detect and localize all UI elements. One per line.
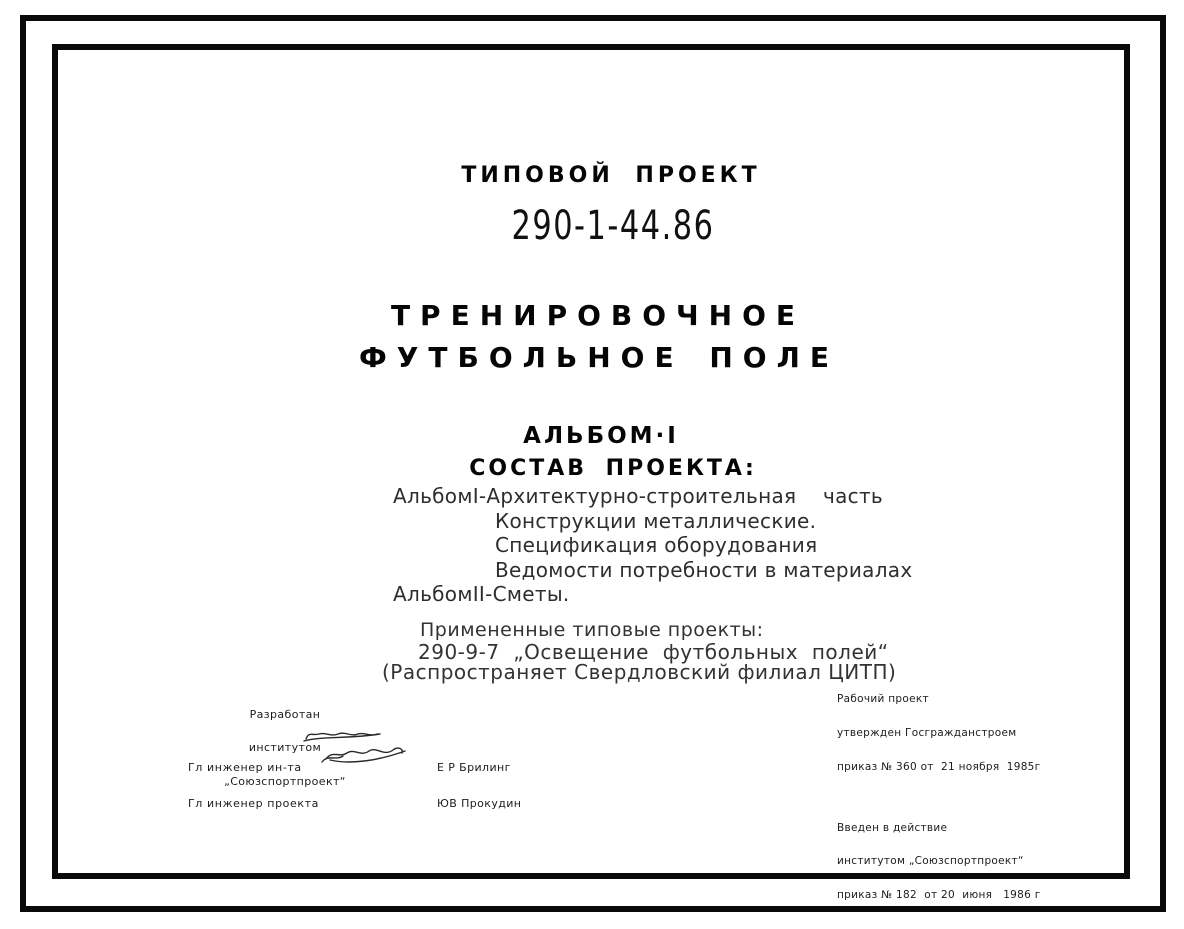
- applied-project-distributor: (Распространяет Свердловский филиал ЦИТП): [382, 660, 897, 684]
- contents-line: Конструкции металлические.: [495, 508, 817, 533]
- applied-projects-heading: Примененные типовые проекты:: [420, 619, 764, 641]
- approval-gap: [837, 795, 1041, 800]
- contents-line: АльбомI-Архитектурно-строительная часть: [393, 484, 883, 508]
- approval-line: приказ № 360 от 21 ноября 1985г: [837, 760, 1041, 773]
- document-type: ТИПОВОЙ ПРОЕКТ: [461, 163, 761, 188]
- main-title-line-2: ФУТБОЛЬНОЕ ПОЛЕ: [359, 341, 839, 374]
- main-title-line-1: ТРЕНИРОВОЧНОЕ: [390, 299, 806, 332]
- developer-line: „Союзспортпроект“: [224, 775, 346, 789]
- approval-line: Введен в действие: [837, 821, 948, 834]
- approval-line: институтом „Союзспортпроект“: [837, 855, 1024, 868]
- contents-list: [393, 484, 913, 607]
- signatory-name: ЮВ Прокудин: [437, 797, 522, 810]
- contents-line: Спецификация оборудования: [495, 533, 818, 557]
- signatory-name: Е Р Брилинг: [437, 761, 511, 774]
- album-label: АЛЬБОМ·I: [523, 423, 679, 449]
- signatory-role: Гл инженер ин-та: [188, 761, 302, 774]
- signature-scribble: [300, 726, 412, 770]
- signatory-names: [437, 738, 521, 834]
- approval-line: утвержден Госгражданстроем: [837, 727, 1017, 740]
- applied-project-reference: 290-9-7 „Освещение футбольных полей“: [418, 640, 889, 664]
- contents-line: Ведомости потребности в материалах: [495, 557, 913, 582]
- developer-line: институтом: [248, 741, 322, 755]
- developer-line: Разработан: [249, 707, 321, 721]
- approval-block: [837, 672, 1041, 923]
- contents-line: АльбомII-Сметы.: [393, 582, 570, 606]
- signatory-role: Гл инженер проекта: [188, 797, 319, 810]
- approval-line: приказ № 182 от 20 июня 1986 г: [837, 888, 1041, 901]
- project-number: 290-1-44.86: [511, 203, 715, 249]
- approval-line: Рабочий проект: [837, 693, 929, 706]
- contents-heading: СОСТАВ ПРОЕКТА:: [469, 456, 757, 481]
